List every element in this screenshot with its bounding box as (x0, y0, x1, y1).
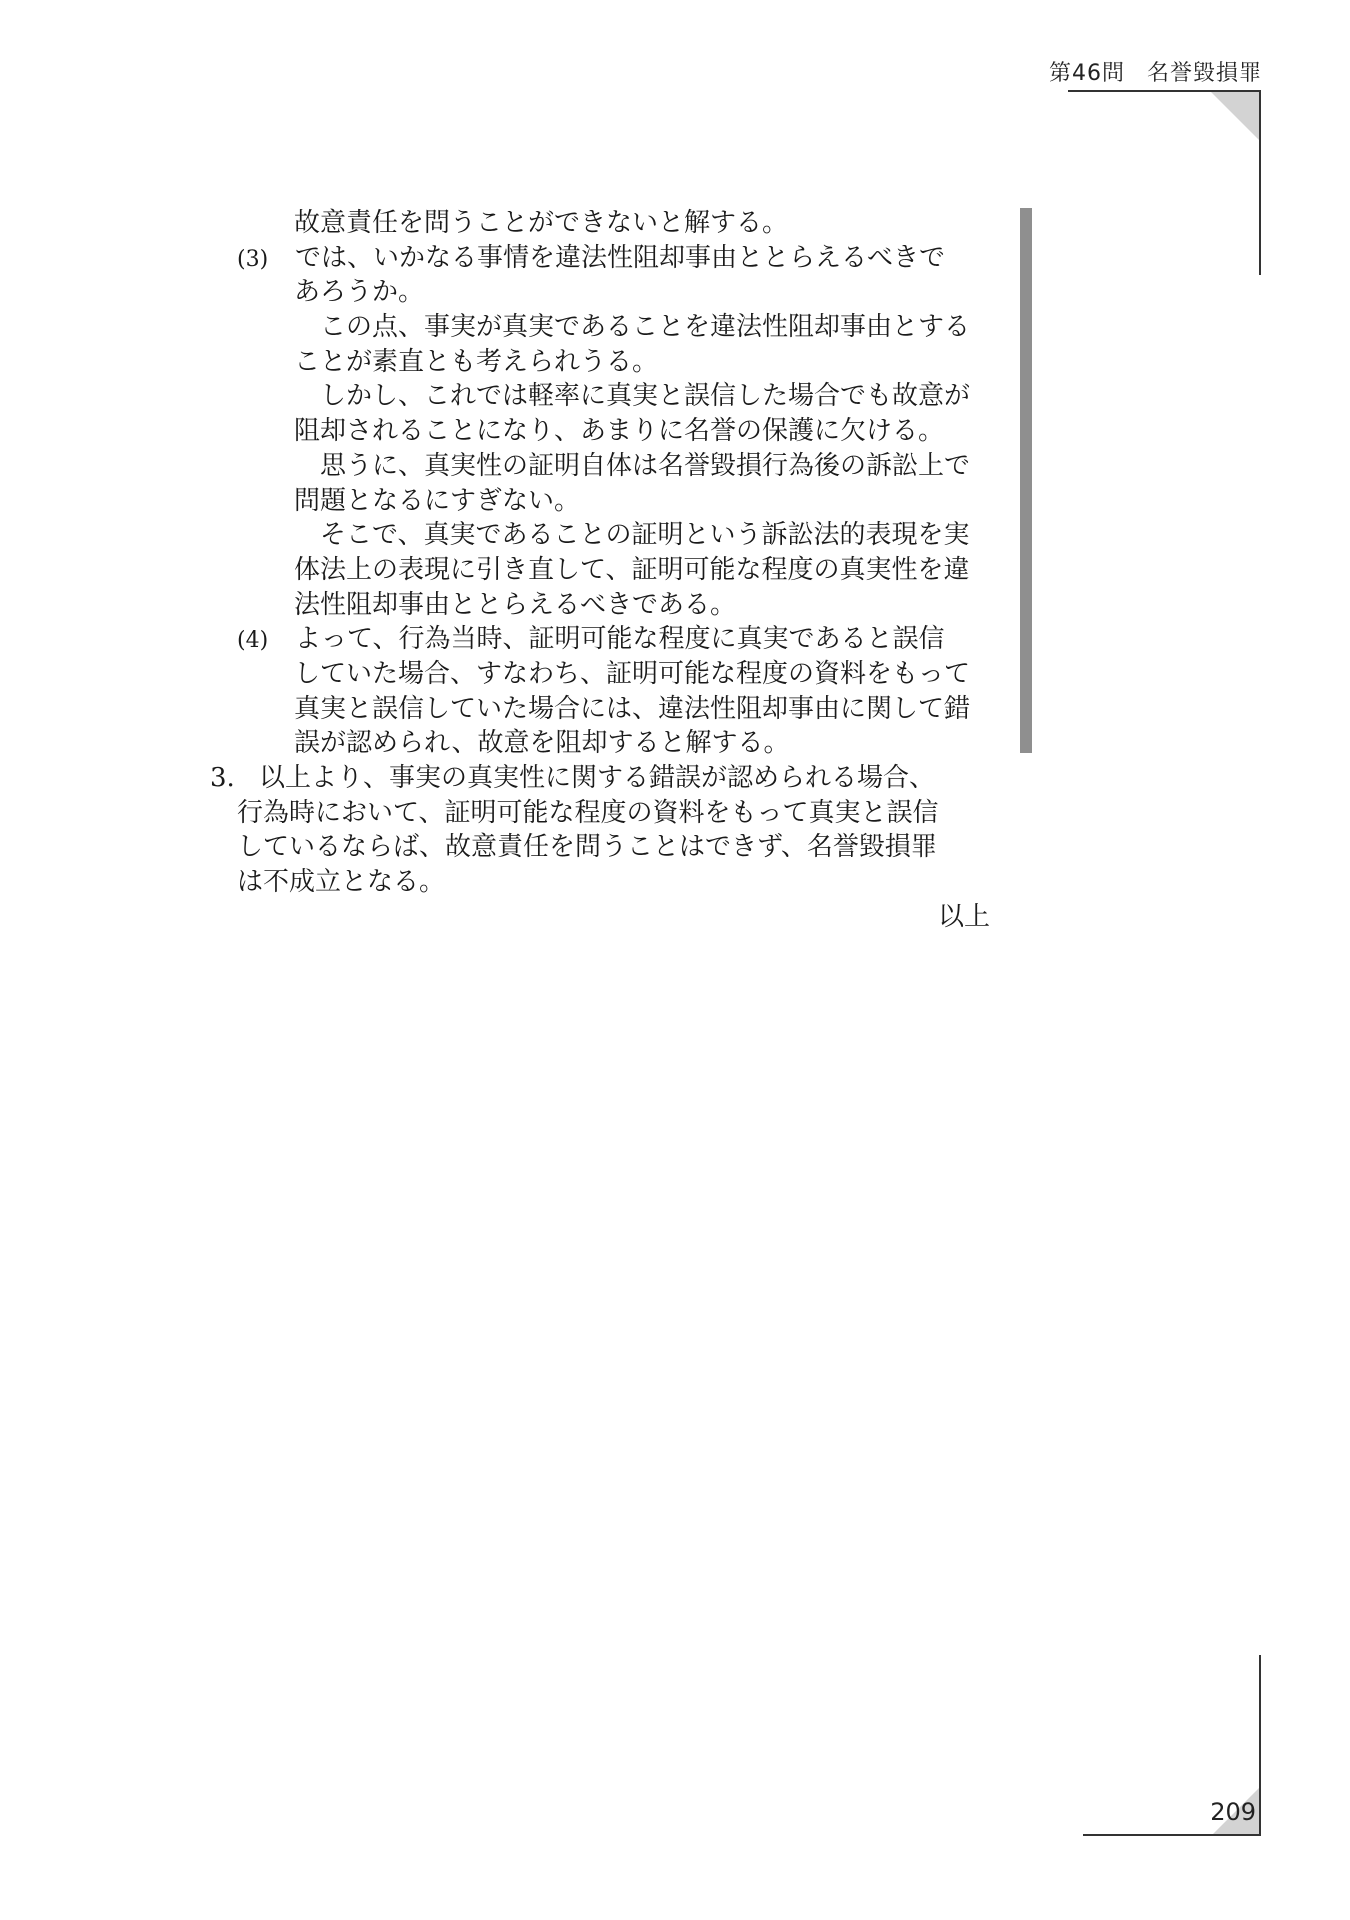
item-text: では、いかなる事情を違法性阻却事由ととらえるべきで (295, 242, 946, 273)
paragraph-start-line: 思うに、真実性の証明自体は名誉毀損行為後の訴訟上で (320, 450, 971, 481)
closing-mark: 以上 (937, 901, 990, 932)
paragraph-start-line: この点、事実が真実であることを違法性阻却事由とする (320, 312, 971, 343)
item-3-line (210, 241, 990, 276)
item-number: (4) (237, 628, 269, 654)
running-header (1049, 56, 1262, 87)
text-line: 真実と誤信していた場合には、違法性阻却事由に関して錯 (294, 693, 971, 724)
chapter-topic: 名誉毀損罪 (1146, 61, 1262, 86)
paragraph-start-line: しかし、これでは軽率に真実と誤信した場合でも故意が (320, 381, 971, 412)
section-text: 以上より、事実の真実性に関する錯誤が認められる場合、 (259, 763, 936, 793)
bottom-corner-line (1259, 1655, 1261, 1836)
text-line: 誤が認められ、故意を阻却すると解する。 (294, 728, 790, 759)
text-line: 阻却されることになり、あまりに名誉の保護に欠ける。 (294, 416, 945, 447)
text-line: は不成立となる。 (237, 867, 446, 898)
section-3-line (210, 761, 990, 796)
text-line: ことが素直とも考えられうる。 (294, 346, 659, 377)
paragraph-start-line: そこで、真実であることの証明という訴訟法的表現を実 (320, 520, 970, 551)
answer-body (210, 206, 990, 934)
top-corner-triangle (1211, 92, 1259, 140)
text-line: 問題となるにすぎない。 (294, 485, 581, 516)
section-number: 3. (210, 763, 235, 793)
chapter-number: 第46問 (1048, 61, 1125, 86)
item-4-line (210, 622, 990, 657)
footer-rule (1083, 1834, 1261, 1836)
text-line: あろうか。 (294, 277, 425, 308)
page-number: 209 (1210, 1798, 1256, 1826)
text-line: していた場合、すなわち、証明可能な程度の資料をもって (294, 658, 971, 689)
text-line: しているならば、故意責任を問うことはできず、名誉毀損罪 (237, 832, 937, 863)
top-corner-line (1259, 90, 1261, 275)
text-line: 故意責任を問うことができないと解する。 (294, 208, 789, 238)
text-line: 行為時において、証明可能な程度の資料をもって真実と誤信 (237, 797, 939, 828)
item-number: (3) (237, 246, 269, 272)
margin-side-bar (1020, 208, 1032, 753)
text-line: 法性阻却事由ととらえるべきである。 (294, 589, 737, 620)
item-text: よって、行為当時、証明可能な程度に真実であると誤信 (295, 624, 945, 655)
text-line: 体法上の表現に引き直して、証明可能な程度の真実性を違 (294, 554, 970, 585)
